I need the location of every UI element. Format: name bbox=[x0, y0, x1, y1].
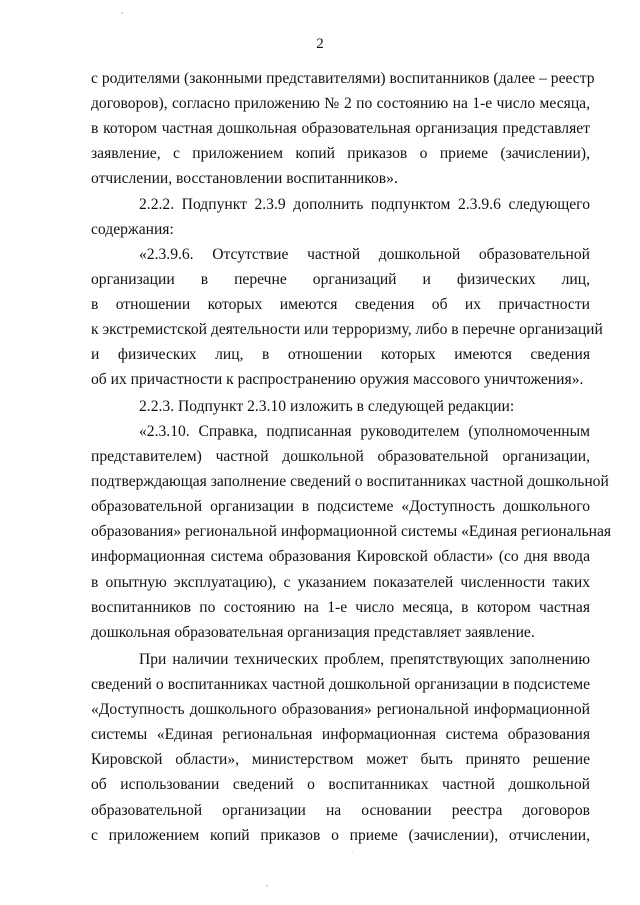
text-line: образовательной организации на основании реестра договоров bbox=[91, 801, 590, 819]
text-line: «2.3.9.6. Отсутствие частной дошкольной образовательной bbox=[139, 246, 590, 263]
text-line: сведений о воспитанниках частной дошкольной организации в подсистеме bbox=[91, 676, 590, 694]
text-line: информационная система образования Кировской области» (со дня ввода bbox=[91, 548, 590, 566]
text-line: дошкольная образовательная организация представляет заявление. bbox=[91, 623, 535, 641]
text-line: в опытную эксплуатацию), с указанием показателей численности таких bbox=[91, 573, 590, 591]
paragraph-2-2-3 bbox=[91, 394, 590, 419]
paragraph-technical-problems bbox=[91, 647, 590, 848]
text-line: в отношении которых имеются сведения об их причастности bbox=[91, 296, 590, 314]
scan-speck bbox=[121, 12, 123, 14]
scan-speck bbox=[266, 885, 268, 887]
text-line: с родителями (законными представителями) воспитанников (далее – реестр bbox=[91, 70, 595, 87]
text-line: образования» региональной информационной системы «Единая региональная bbox=[91, 523, 612, 541]
text-line: подтверждающая заполнение сведений о воспитанниках частной дошкольной bbox=[91, 473, 609, 491]
text-line: и физических лиц, в отношении которых имеются сведения bbox=[91, 346, 590, 364]
text-line: При наличии технических проблем, препятствующих заполнению bbox=[139, 651, 590, 668]
paragraph-registry-continuation bbox=[91, 66, 595, 191]
page-number: 2 bbox=[316, 36, 324, 52]
text-line: с приложением копий приказов о приеме (зачислении), отчислении, bbox=[91, 826, 590, 844]
text-line: системы «Единая региональная информационная система образования bbox=[91, 726, 590, 744]
text-line: об использовании сведений о воспитанниках частной дошкольной bbox=[91, 776, 590, 794]
paragraph-2-3-9-6 bbox=[91, 242, 603, 393]
scan-speck bbox=[352, 852, 353, 853]
text-line: «2.3.10. Справка, подписанная руководителем (уполномоченным bbox=[139, 423, 590, 440]
paragraph-2-2-2 bbox=[91, 192, 590, 242]
text-line: к экстремистской деятельности или терроризму, либо в перечне организаций bbox=[91, 321, 603, 339]
text-line: отчислении, восстановлении воспитанников». bbox=[91, 170, 398, 188]
text-line: об их причастности к распространению оружия массового уничтожения». bbox=[91, 371, 584, 389]
text-line: 2.2.3. Подпункт 2.3.10 изложить в следующей редакции: bbox=[139, 398, 515, 415]
text-line: в котором частная дошкольная образовательная организация представляет bbox=[91, 120, 590, 138]
text-line: договоров), согласно приложению № 2 по состоянию на 1-е число месяца, bbox=[91, 95, 590, 113]
text-line: представителем) частной дошкольной образовательной организации, bbox=[91, 448, 590, 466]
text-line: содержания: bbox=[91, 221, 174, 239]
paragraph-2-3-10 bbox=[91, 419, 612, 645]
text-line: 2.2.2. Подпункт 2.3.9 дополнить подпунктом 2.3.9.6 следующего bbox=[139, 196, 590, 213]
text-line: организации в перечне организаций и физических лиц, bbox=[91, 271, 590, 289]
text-line: воспитанников по состоянию на 1-е число месяца, в котором частная bbox=[91, 598, 590, 616]
text-line: «Доступность дошкольного образования» региональной информационной bbox=[91, 701, 590, 719]
text-line: образовательной организации в подсистеме «Доступность дошкольного bbox=[91, 498, 590, 516]
text-line: Кировской области», министерством может быть принято решение bbox=[91, 751, 590, 769]
text-line: заявление, с приложением копий приказов о приеме (зачислении), bbox=[91, 145, 590, 163]
